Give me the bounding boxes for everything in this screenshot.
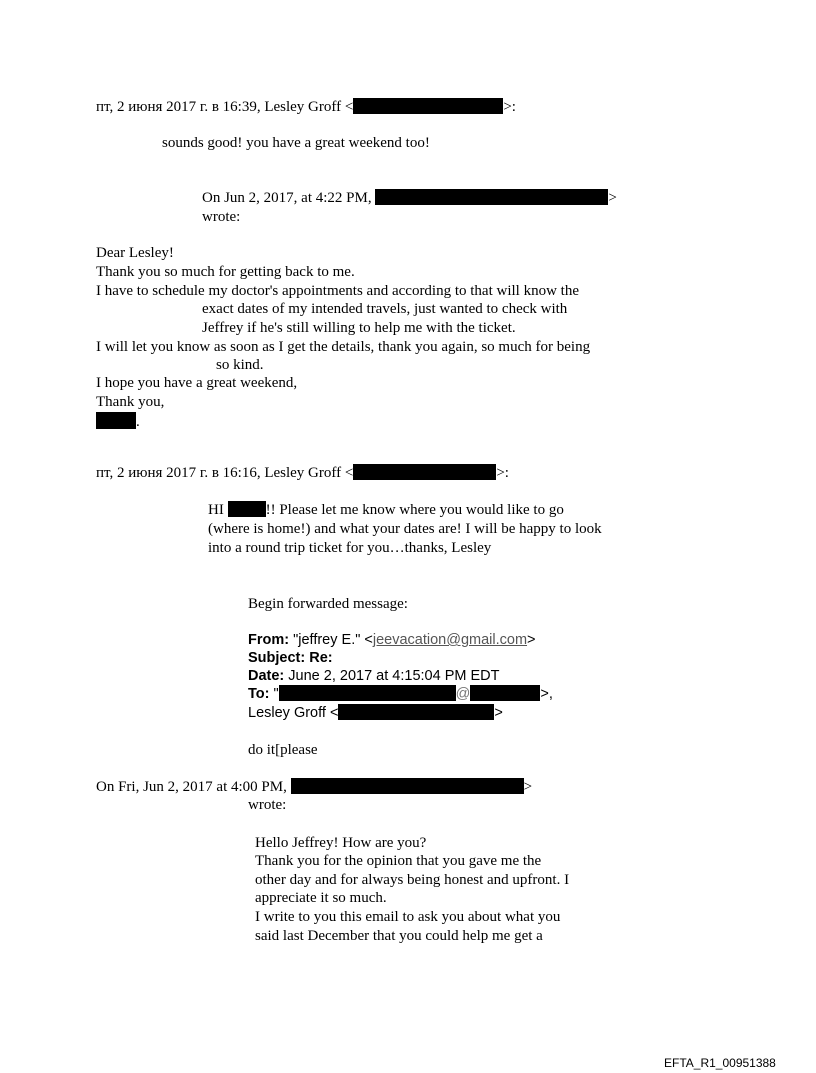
message-line: I write to you this email to ask you about what you xyxy=(255,909,561,925)
message-line: Hello Jeffrey! How are you? xyxy=(255,835,427,851)
header-suffix: >: xyxy=(496,465,509,481)
message-text: !! Please let me know where you would like to go xyxy=(265,502,564,518)
forward-body: do it[please xyxy=(248,742,318,758)
quote-wrote: wrote: xyxy=(202,209,241,225)
email-header-2 xyxy=(96,464,509,482)
message-line xyxy=(208,501,564,519)
message-line: into a round trip ticket for you…thanks, Lesley xyxy=(208,540,492,556)
redaction-box xyxy=(96,412,136,429)
subject-label: Subject: xyxy=(248,650,306,666)
forward-begin: Begin forwarded message: xyxy=(248,596,408,612)
quote-prefix: On Jun 2, 2017, at 4:22 PM, xyxy=(202,190,372,206)
quote-wrote: wrote: xyxy=(248,797,287,813)
reply-text: sounds good! you have a great weekend too! xyxy=(162,135,430,151)
message-line: I hope you have a great weekend, xyxy=(96,375,298,391)
document-id: EFTA_R1_00951388 xyxy=(664,1056,776,1070)
subject-value: Re: xyxy=(309,650,333,666)
to-quote: " xyxy=(273,686,279,702)
date-label: Date: xyxy=(248,668,285,684)
greeting: HI xyxy=(208,502,224,518)
signature xyxy=(96,412,140,431)
message-line: said last December that you could help me get a xyxy=(255,928,543,944)
to-end: >, xyxy=(540,686,553,702)
redaction-box xyxy=(353,98,503,114)
email-header-1 xyxy=(96,98,516,116)
quote-header-2 xyxy=(96,778,532,796)
to-at: @ xyxy=(455,686,471,702)
header-prefix: пт, 2 июня 2017 г. в 16:39, Lesley Groff < xyxy=(96,99,354,115)
quote-suffix: > xyxy=(608,190,617,206)
quote-prefix: On Fri, Jun 2, 2017 at 4:00 PM, xyxy=(96,779,287,795)
message-line: appreciate it so much. xyxy=(255,890,387,906)
from-name: "jeffrey E." < xyxy=(293,632,373,648)
cc-end: > xyxy=(494,705,503,721)
redaction-box xyxy=(338,704,494,720)
message-line: Jeffrey if he's still willing to help me with the ticket. xyxy=(202,320,516,336)
quote-header-1 xyxy=(202,189,617,207)
redaction-box xyxy=(353,464,496,480)
redaction-box xyxy=(279,685,456,701)
redaction-box xyxy=(228,501,266,517)
from-email-link[interactable]: jeevacation@gmail.com xyxy=(372,632,528,648)
message-line: I will let you know as soon as I get the details, thank you again, so much for being xyxy=(96,339,591,355)
date-value: June 2, 2017 at 4:15:04 PM EDT xyxy=(288,668,500,684)
message-line: exact dates of my intended travels, just wanted to check with xyxy=(202,301,568,317)
message-line: Thank you, xyxy=(96,394,165,410)
header-prefix: пт, 2 июня 2017 г. в 16:16, Lesley Groff < xyxy=(96,465,354,481)
redaction-box xyxy=(375,189,608,205)
redaction-box xyxy=(470,685,540,701)
from-end: > xyxy=(527,632,536,648)
forward-to xyxy=(248,685,553,703)
forward-from xyxy=(248,631,536,649)
message-line: so kind. xyxy=(216,357,264,373)
message-line: Thank you for the opinion that you gave me the xyxy=(255,853,542,869)
forward-date xyxy=(248,667,499,685)
to-label: To: xyxy=(248,686,270,702)
cc-prefix: Lesley Groff < xyxy=(248,705,339,721)
message-line: Thank you so much for getting back to me. xyxy=(96,264,355,280)
forward-subject xyxy=(248,649,333,667)
message-line: (where is home!) and what your dates are! I will be happy to look xyxy=(208,521,602,537)
from-label: From: xyxy=(248,632,290,648)
message-line: other day and for always being honest and upfront. I xyxy=(255,872,570,888)
header-suffix: >: xyxy=(503,99,516,115)
message-line: I have to schedule my doctor's appointments and according to that will know the xyxy=(96,283,580,299)
message-line: Dear Lesley! xyxy=(96,245,174,261)
quote-suffix: > xyxy=(523,779,533,795)
forward-cc xyxy=(248,704,503,722)
signature-suffix: . xyxy=(136,414,140,430)
redaction-box xyxy=(291,778,524,794)
